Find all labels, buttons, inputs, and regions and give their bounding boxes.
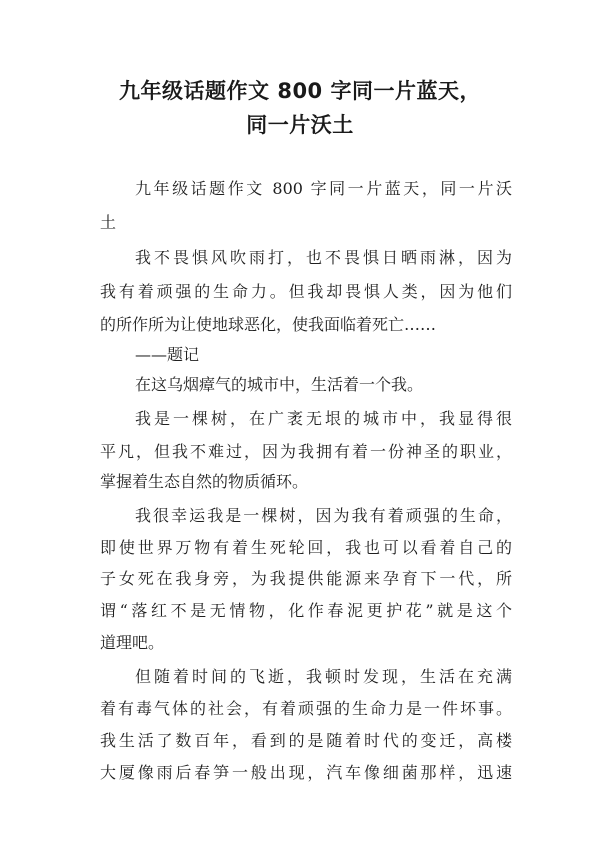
body-line: 道理吧。 [100,633,165,652]
body-line: 在这乌烟瘴气的城市中，生活着一个我。 [135,375,424,394]
body-line: 大厦像雨后春笋一般出现，汽车像细菌那样，迅速 [100,763,512,782]
body-line: 的所作所为让使地球恶化，使我面临着死亡…… [100,315,437,334]
body-line: 但随着时间的飞逝，我顿时发现，生活在充满 [135,667,512,686]
body-line: 我有着顽强的生命力。但我却畏惧人类，因为他们 [100,282,512,301]
body-line: 我很幸运我是一棵树，因为我有着顽强的生命， [135,506,512,525]
body-line: 我是一棵树，在广袤无垠的城市中，我显得很 [135,409,512,428]
body-line: 即使世界万物有着生死轮回，我也可以看着自己的 [100,538,512,557]
body-line: 我不畏惧风吹雨打，也不畏惧日晒雨淋，因为 [135,248,512,267]
document-title-line-2: 同一片沃土 [246,113,354,137]
body-line: 我生活了数百年，看到的是随着时代的变迁，高楼 [100,731,512,750]
body-line: 土 [100,213,117,232]
body-line: 九年级话题作文 800 字同一片蓝天，同一片沃 [135,179,512,198]
body-line: 子女死在我身旁，为我提供能源来孕育下一代，所 [100,569,512,588]
body-line: 谓“落红不是无情物，化作春泥更护花”就是这个 [100,601,512,620]
body-line: 平凡，但我不难过，因为我拥有着一份神圣的职业， [100,442,512,461]
body-line: 着有毒气体的社会，有着顽强的生命力是一件坏事。 [100,699,512,718]
body-line: 掌握着生态自然的物质循环。 [100,472,309,491]
epigraph-attribution: ——题记 [135,345,200,364]
document-title-line-1: 九年级话题作文 800 字同一片蓝天， [119,79,481,103]
